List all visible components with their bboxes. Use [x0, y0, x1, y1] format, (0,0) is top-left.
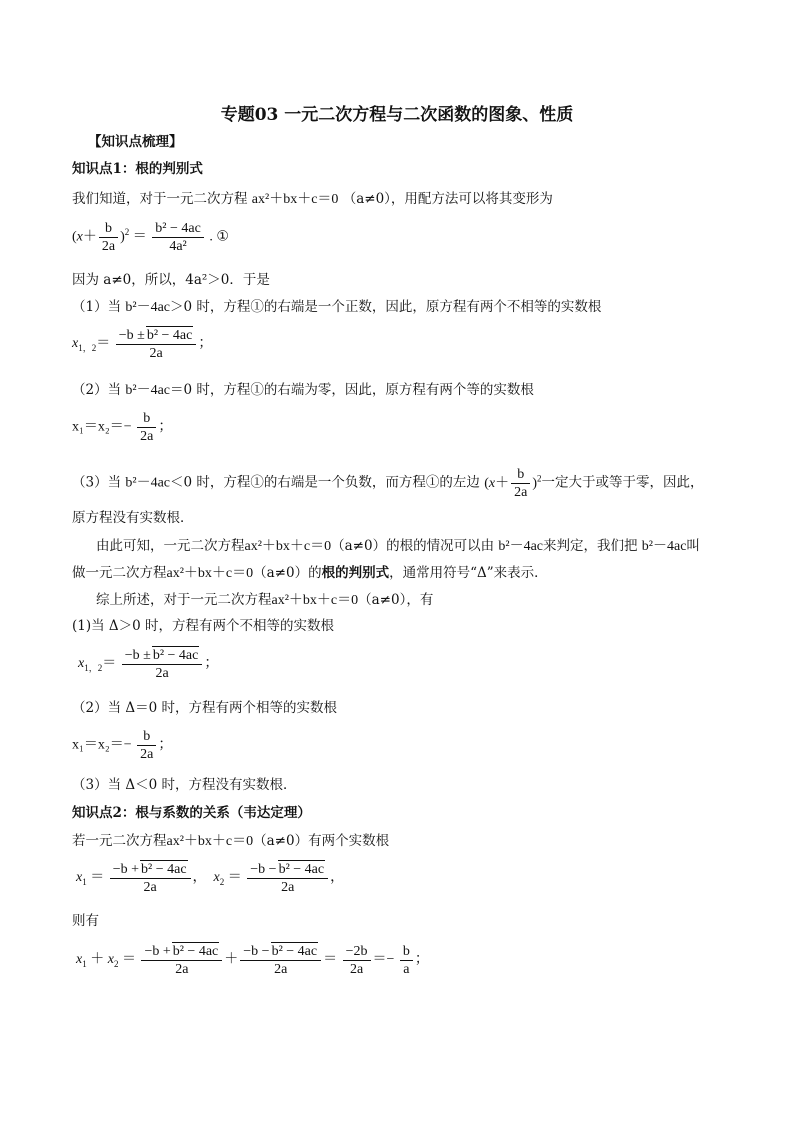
summary-line: 综上所述，对于一元二次方程ax²＋bx＋c＝0（a≠0），有 — [96, 592, 434, 608]
then-line: 则有 — [72, 913, 99, 929]
summary-2: （2）当 Δ＝0 时，方程有两个相等的实数根 — [72, 700, 338, 716]
vieta-sum: $x_1 + x_2$ ＝ $\frac{\text{−b + b² − 4ac}}{2a}$ ＋ $\frac{\text{−b − b² − 4ac}}{2a}$ ＝ $\frac{-2b}{2a}$ ＝− $\frac{b}{a}$ ； — [76, 943, 429, 977]
summary-3: （3）当 Δ＜0 时，方程没有实数根． — [72, 777, 297, 793]
section-tag: 【知识点梳理】 — [88, 134, 183, 150]
vieta-roots: $x_1$ ＝ $\frac{\text{−b + b² − 4ac}}{2a}$ ， $x_2$ ＝ $\frac{\text{−b − b² − 4ac}}{2a}$ ， — [76, 862, 345, 895]
double-root-1: x₁＝x₂＝− $\frac{b}{2a}$ ； — [72, 411, 173, 444]
root-formula-1: $x_{1,2}=$ $\frac{\text{−b ± b² − 4ac}}{2a}$ ； — [72, 328, 213, 361]
kp1-intro: 我们知道，对于一元二次方程 ax²＋bx＋c＝0 （a≠0），用配方法可以将其变形为 — [72, 191, 553, 207]
case-2: （2）当 b²－4ac＝0 时，方程①的右端为零，因此，原方程有两个等的实数根 — [72, 382, 534, 398]
page-title: 专题03 一元二次方程与二次函数的图象、性质 — [220, 105, 574, 125]
kp2-intro: 若一元二次方程ax²＋bx＋c＝0（a≠0）有两个实数根 — [72, 833, 390, 849]
summary-1: (1)当 Δ＞0 时，方程有两个不相等的实数根 — [72, 618, 335, 634]
equation-1: (x＋ $\frac{b}{2a}$ )$^2$ ＝ $\frac{\text{b² − 4ac}}{\text{4a²}}$ . ① — [72, 221, 229, 254]
kp2-heading: 知识点2：根与系数的关系（韦达定理） — [72, 805, 311, 821]
case-3: （3）当 b²－4ac＜0 时，方程①的右端是一个负数，而方程①的左边 (x＋ $\frac{b}{2a}$ )$^2$一定大于或等于零，因此， — [72, 467, 704, 500]
kp1-heading: 知识点1：根的判别式 — [72, 161, 203, 177]
double-root-2: x₁＝x₂＝− $\frac{b}{2a}$ ； — [72, 729, 173, 762]
paragraph-line-2: 做一元二次方程ax²＋bx＋c＝0（a≠0）的根的判别式，通常用符号“Δ”来表示． — [72, 565, 548, 581]
paragraph-line-1: 由此可知，一元二次方程ax²＋bx＋c＝0（a≠0）的根的情况可以由 b²－4ac来判定，我们把 b²－4ac叫 — [96, 538, 700, 554]
case-1: （1）当 b²－4ac＞0 时，方程①的右端是一个正数，因此，原方程有两个不相等的实数根 — [72, 299, 602, 315]
root-formula-2: $x_{1,2}=$ $\frac{\text{−b ± b² − 4ac}}{2a}$ ； — [78, 648, 219, 681]
line-since: 因为 a≠0，所以，4a²＞0．于是 — [72, 272, 270, 288]
case-3-end: 原方程没有实数根． — [72, 510, 194, 526]
